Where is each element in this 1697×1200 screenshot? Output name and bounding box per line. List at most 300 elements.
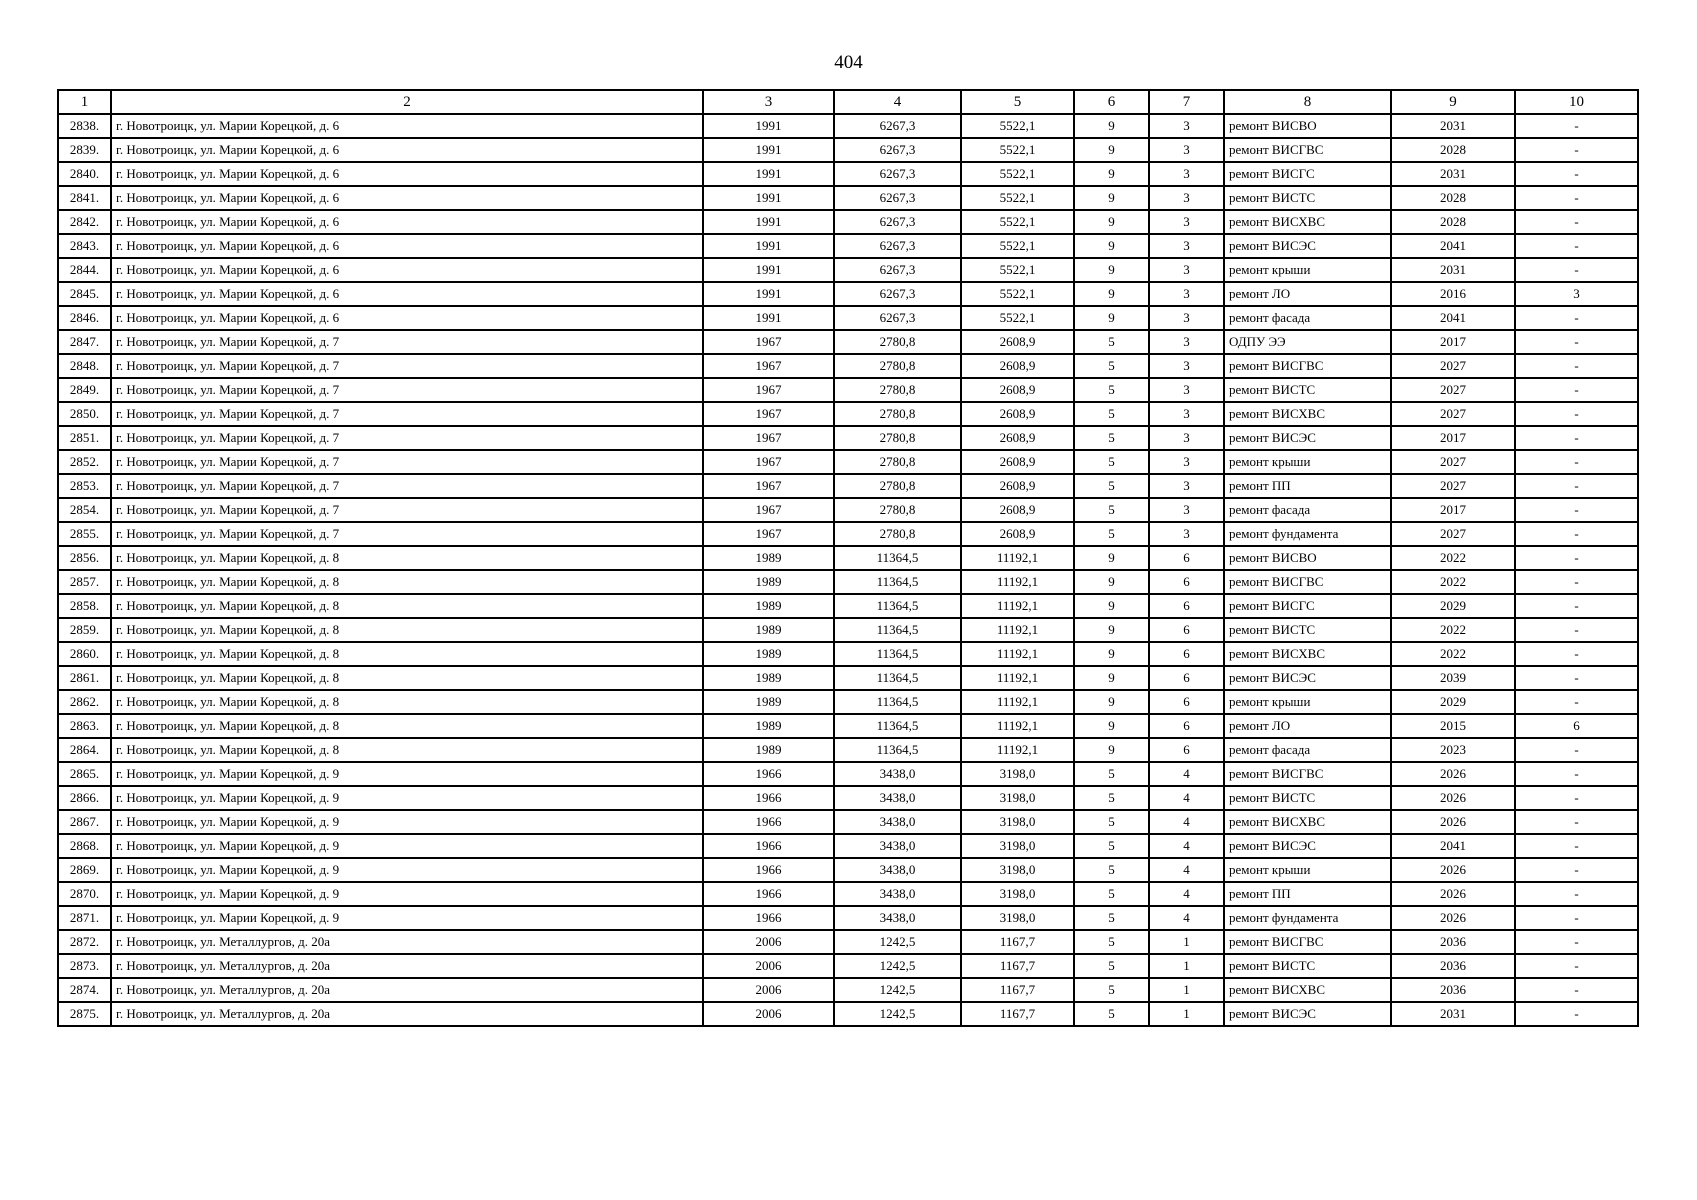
address-cell: г. Новотроицк, ул. Марии Корецкой, д. 9 xyxy=(111,786,703,810)
table-row xyxy=(58,690,1638,714)
plan-year-cell: 2022 xyxy=(1391,618,1515,642)
living-area-cell: 3198,0 xyxy=(961,906,1074,930)
year-cell: 1991 xyxy=(703,258,834,282)
year-cell: 1967 xyxy=(703,402,834,426)
plan-year-cell: 2022 xyxy=(1391,570,1515,594)
total-area-cell: 2780,8 xyxy=(834,354,961,378)
work-type-cell: ремонт ВИСЭС xyxy=(1224,234,1391,258)
elevators-cell: - xyxy=(1515,330,1638,354)
work-type-cell: ремонт ВИСТС xyxy=(1224,786,1391,810)
row-number-cell: 2856. xyxy=(58,546,111,570)
work-type-cell: ремонт ВИСГС xyxy=(1224,162,1391,186)
plan-year-cell: 2041 xyxy=(1391,834,1515,858)
entrances-cell: 3 xyxy=(1149,162,1224,186)
table-row xyxy=(58,402,1638,426)
floors-cell: 9 xyxy=(1074,690,1149,714)
address-cell: г. Новотроицк, ул. Марии Корецкой, д. 8 xyxy=(111,690,703,714)
elevators-cell: - xyxy=(1515,498,1638,522)
year-cell: 1966 xyxy=(703,762,834,786)
plan-year-cell: 2028 xyxy=(1391,186,1515,210)
work-type-cell: ремонт ВИСГВС xyxy=(1224,570,1391,594)
column-header: 5 xyxy=(961,90,1074,114)
table-row xyxy=(58,1002,1638,1026)
total-area-cell: 11364,5 xyxy=(834,594,961,618)
year-cell: 2006 xyxy=(703,954,834,978)
table-row xyxy=(58,858,1638,882)
elevators-cell: - xyxy=(1515,594,1638,618)
floors-cell: 9 xyxy=(1074,114,1149,138)
year-cell: 1991 xyxy=(703,162,834,186)
work-type-cell: ремонт ВИСЭС xyxy=(1224,666,1391,690)
row-number-cell: 2864. xyxy=(58,738,111,762)
table-row xyxy=(58,234,1638,258)
elevators-cell: - xyxy=(1515,762,1638,786)
entrances-cell: 4 xyxy=(1149,786,1224,810)
total-area-cell: 6267,3 xyxy=(834,234,961,258)
table-row xyxy=(58,906,1638,930)
work-type-cell: ремонт фасада xyxy=(1224,306,1391,330)
floors-cell: 5 xyxy=(1074,906,1149,930)
living-area-cell: 1167,7 xyxy=(961,978,1074,1002)
elevators-cell: - xyxy=(1515,906,1638,930)
row-number-cell: 2872. xyxy=(58,930,111,954)
work-type-cell: ремонт ВИСХВС xyxy=(1224,978,1391,1002)
work-type-cell: ремонт ЛО xyxy=(1224,282,1391,306)
row-number-cell: 2871. xyxy=(58,906,111,930)
table-row xyxy=(58,210,1638,234)
year-cell: 1991 xyxy=(703,282,834,306)
plan-year-cell: 2017 xyxy=(1391,426,1515,450)
entrances-cell: 1 xyxy=(1149,1002,1224,1026)
work-type-cell: ремонт ВИСЭС xyxy=(1224,1002,1391,1026)
table-row xyxy=(58,354,1638,378)
total-area-cell: 11364,5 xyxy=(834,666,961,690)
row-number-cell: 2844. xyxy=(58,258,111,282)
floors-cell: 5 xyxy=(1074,450,1149,474)
address-cell: г. Новотроицк, ул. Марии Корецкой, д. 6 xyxy=(111,138,703,162)
work-type-cell: ремонт крыши xyxy=(1224,690,1391,714)
plan-year-cell: 2026 xyxy=(1391,762,1515,786)
year-cell: 1966 xyxy=(703,810,834,834)
total-area-cell: 2780,8 xyxy=(834,450,961,474)
floors-cell: 9 xyxy=(1074,738,1149,762)
floors-cell: 9 xyxy=(1074,714,1149,738)
row-number-cell: 2853. xyxy=(58,474,111,498)
work-type-cell: ремонт ВИСГВС xyxy=(1224,354,1391,378)
plan-year-cell: 2026 xyxy=(1391,810,1515,834)
living-area-cell: 5522,1 xyxy=(961,306,1074,330)
row-number-cell: 2854. xyxy=(58,498,111,522)
floors-cell: 5 xyxy=(1074,330,1149,354)
total-area-cell: 2780,8 xyxy=(834,474,961,498)
floors-cell: 5 xyxy=(1074,810,1149,834)
row-number-cell: 2852. xyxy=(58,450,111,474)
total-area-cell: 2780,8 xyxy=(834,402,961,426)
address-cell: г. Новотроицк, ул. Металлургов, д. 20а xyxy=(111,930,703,954)
total-area-cell: 3438,0 xyxy=(834,882,961,906)
address-cell: г. Новотроицк, ул. Марии Корецкой, д. 8 xyxy=(111,618,703,642)
work-type-cell: ремонт ВИСВО xyxy=(1224,114,1391,138)
address-cell: г. Новотроицк, ул. Марии Корецкой, д. 7 xyxy=(111,402,703,426)
living-area-cell: 2608,9 xyxy=(961,474,1074,498)
floors-cell: 9 xyxy=(1074,546,1149,570)
living-area-cell: 2608,9 xyxy=(961,330,1074,354)
table-row xyxy=(58,330,1638,354)
floors-cell: 5 xyxy=(1074,882,1149,906)
living-area-cell: 2608,9 xyxy=(961,402,1074,426)
year-cell: 1989 xyxy=(703,546,834,570)
entrances-cell: 4 xyxy=(1149,906,1224,930)
row-number-cell: 2868. xyxy=(58,834,111,858)
address-cell: г. Новотроицк, ул. Марии Корецкой, д. 7 xyxy=(111,498,703,522)
total-area-cell: 11364,5 xyxy=(834,618,961,642)
work-type-cell: ремонт ВИСТС xyxy=(1224,378,1391,402)
plan-year-cell: 2026 xyxy=(1391,882,1515,906)
entrances-cell: 4 xyxy=(1149,762,1224,786)
total-area-cell: 3438,0 xyxy=(834,762,961,786)
floors-cell: 5 xyxy=(1074,954,1149,978)
table-row xyxy=(58,618,1638,642)
elevators-cell: - xyxy=(1515,570,1638,594)
total-area-cell: 2780,8 xyxy=(834,498,961,522)
address-cell: г. Новотроицк, ул. Металлургов, д. 20а xyxy=(111,1002,703,1026)
table-row xyxy=(58,738,1638,762)
floors-cell: 9 xyxy=(1074,258,1149,282)
address-cell: г. Новотроицк, ул. Марии Корецкой, д. 6 xyxy=(111,114,703,138)
plan-year-cell: 2026 xyxy=(1391,786,1515,810)
row-number-cell: 2848. xyxy=(58,354,111,378)
table-row xyxy=(58,426,1638,450)
entrances-cell: 3 xyxy=(1149,234,1224,258)
total-area-cell: 6267,3 xyxy=(834,282,961,306)
plan-year-cell: 2041 xyxy=(1391,234,1515,258)
entrances-cell: 1 xyxy=(1149,930,1224,954)
table-row xyxy=(58,306,1638,330)
entrances-cell: 3 xyxy=(1149,402,1224,426)
work-type-cell: ремонт фасада xyxy=(1224,498,1391,522)
table-row xyxy=(58,642,1638,666)
address-cell: г. Новотроицк, ул. Марии Корецкой, д. 6 xyxy=(111,258,703,282)
living-area-cell: 5522,1 xyxy=(961,162,1074,186)
work-type-cell: ОДПУ ЭЭ xyxy=(1224,330,1391,354)
plan-year-cell: 2023 xyxy=(1391,738,1515,762)
total-area-cell: 6267,3 xyxy=(834,210,961,234)
column-header: 3 xyxy=(703,90,834,114)
work-type-cell: ремонт ВИСГВС xyxy=(1224,138,1391,162)
living-area-cell: 5522,1 xyxy=(961,258,1074,282)
elevators-cell: 6 xyxy=(1515,714,1638,738)
entrances-cell: 3 xyxy=(1149,114,1224,138)
row-number-cell: 2847. xyxy=(58,330,111,354)
address-cell: г. Новотроицк, ул. Марии Корецкой, д. 6 xyxy=(111,282,703,306)
plan-year-cell: 2027 xyxy=(1391,474,1515,498)
plan-year-cell: 2029 xyxy=(1391,690,1515,714)
year-cell: 1989 xyxy=(703,666,834,690)
row-number-cell: 2870. xyxy=(58,882,111,906)
living-area-cell: 11192,1 xyxy=(961,738,1074,762)
living-area-cell: 11192,1 xyxy=(961,546,1074,570)
plan-year-cell: 2026 xyxy=(1391,906,1515,930)
living-area-cell: 3198,0 xyxy=(961,834,1074,858)
elevators-cell: - xyxy=(1515,378,1638,402)
floors-cell: 5 xyxy=(1074,762,1149,786)
row-number-cell: 2838. xyxy=(58,114,111,138)
work-type-cell: ремонт ВИСГВС xyxy=(1224,762,1391,786)
elevators-cell: - xyxy=(1515,162,1638,186)
year-cell: 1991 xyxy=(703,114,834,138)
entrances-cell: 4 xyxy=(1149,858,1224,882)
living-area-cell: 5522,1 xyxy=(961,210,1074,234)
address-cell: г. Новотроицк, ул. Марии Корецкой, д. 8 xyxy=(111,738,703,762)
total-area-cell: 11364,5 xyxy=(834,714,961,738)
entrances-cell: 3 xyxy=(1149,378,1224,402)
living-area-cell: 3198,0 xyxy=(961,858,1074,882)
column-header: 1 xyxy=(58,90,111,114)
entrances-cell: 3 xyxy=(1149,354,1224,378)
elevators-cell: - xyxy=(1515,738,1638,762)
row-number-cell: 2849. xyxy=(58,378,111,402)
living-area-cell: 3198,0 xyxy=(961,810,1074,834)
living-area-cell: 5522,1 xyxy=(961,138,1074,162)
plan-year-cell: 2027 xyxy=(1391,522,1515,546)
floors-cell: 5 xyxy=(1074,978,1149,1002)
row-number-cell: 2851. xyxy=(58,426,111,450)
table-row xyxy=(58,474,1638,498)
plan-year-cell: 2022 xyxy=(1391,546,1515,570)
row-number-cell: 2858. xyxy=(58,594,111,618)
table-row xyxy=(58,546,1638,570)
table-row xyxy=(58,522,1638,546)
entrances-cell: 3 xyxy=(1149,498,1224,522)
work-type-cell: ремонт фундамента xyxy=(1224,906,1391,930)
living-area-cell: 2608,9 xyxy=(961,522,1074,546)
plan-year-cell: 2028 xyxy=(1391,210,1515,234)
entrances-cell: 6 xyxy=(1149,666,1224,690)
work-type-cell: ремонт ВИСГВС xyxy=(1224,930,1391,954)
address-cell: г. Новотроицк, ул. Марии Корецкой, д. 9 xyxy=(111,834,703,858)
entrances-cell: 4 xyxy=(1149,810,1224,834)
elevators-cell: - xyxy=(1515,642,1638,666)
elevators-cell: - xyxy=(1515,786,1638,810)
row-number-cell: 2865. xyxy=(58,762,111,786)
year-cell: 1967 xyxy=(703,354,834,378)
column-header: 9 xyxy=(1391,90,1515,114)
floors-cell: 9 xyxy=(1074,282,1149,306)
year-cell: 1967 xyxy=(703,498,834,522)
floors-cell: 5 xyxy=(1074,786,1149,810)
year-cell: 1989 xyxy=(703,642,834,666)
work-type-cell: ремонт ВИСЭС xyxy=(1224,834,1391,858)
living-area-cell: 1167,7 xyxy=(961,1002,1074,1026)
work-type-cell: ремонт ПП xyxy=(1224,882,1391,906)
address-cell: г. Новотроицк, ул. Марии Корецкой, д. 8 xyxy=(111,570,703,594)
year-cell: 1989 xyxy=(703,594,834,618)
row-number-cell: 2850. xyxy=(58,402,111,426)
entrances-cell: 6 xyxy=(1149,642,1224,666)
year-cell: 2006 xyxy=(703,930,834,954)
total-area-cell: 2780,8 xyxy=(834,522,961,546)
elevators-cell: - xyxy=(1515,258,1638,282)
entrances-cell: 6 xyxy=(1149,738,1224,762)
entrances-cell: 3 xyxy=(1149,210,1224,234)
floors-cell: 9 xyxy=(1074,618,1149,642)
table-row xyxy=(58,258,1638,282)
plan-year-cell: 2022 xyxy=(1391,642,1515,666)
row-number-cell: 2875. xyxy=(58,1002,111,1026)
total-area-cell: 11364,5 xyxy=(834,642,961,666)
floors-cell: 5 xyxy=(1074,474,1149,498)
floors-cell: 9 xyxy=(1074,642,1149,666)
row-number-cell: 2867. xyxy=(58,810,111,834)
living-area-cell: 3198,0 xyxy=(961,786,1074,810)
entrances-cell: 6 xyxy=(1149,714,1224,738)
plan-year-cell: 2028 xyxy=(1391,138,1515,162)
entrances-cell: 3 xyxy=(1149,330,1224,354)
work-type-cell: ремонт ПП xyxy=(1224,474,1391,498)
column-header: 2 xyxy=(111,90,703,114)
elevators-cell: - xyxy=(1515,138,1638,162)
address-cell: г. Новотроицк, ул. Марии Корецкой, д. 9 xyxy=(111,810,703,834)
entrances-cell: 3 xyxy=(1149,258,1224,282)
row-number-cell: 2857. xyxy=(58,570,111,594)
table-row xyxy=(58,378,1638,402)
plan-year-cell: 2036 xyxy=(1391,978,1515,1002)
living-area-cell: 3198,0 xyxy=(961,882,1074,906)
plan-year-cell: 2017 xyxy=(1391,330,1515,354)
row-number-cell: 2839. xyxy=(58,138,111,162)
elevators-cell: - xyxy=(1515,810,1638,834)
address-cell: г. Новотроицк, ул. Марии Корецкой, д. 7 xyxy=(111,378,703,402)
work-type-cell: ремонт ВИСГС xyxy=(1224,594,1391,618)
address-cell: г. Новотроицк, ул. Марии Корецкой, д. 8 xyxy=(111,546,703,570)
address-cell: г. Новотроицк, ул. Марии Корецкой, д. 7 xyxy=(111,426,703,450)
work-type-cell: ремонт крыши xyxy=(1224,450,1391,474)
total-area-cell: 2780,8 xyxy=(834,378,961,402)
elevators-cell: - xyxy=(1515,186,1638,210)
floors-cell: 5 xyxy=(1074,378,1149,402)
elevators-cell: - xyxy=(1515,234,1638,258)
total-area-cell: 1242,5 xyxy=(834,978,961,1002)
elevators-cell: - xyxy=(1515,882,1638,906)
table-row xyxy=(58,882,1638,906)
elevators-cell: - xyxy=(1515,522,1638,546)
work-type-cell: ремонт крыши xyxy=(1224,258,1391,282)
address-cell: г. Новотроицк, ул. Марии Корецкой, д. 6 xyxy=(111,306,703,330)
total-area-cell: 1242,5 xyxy=(834,954,961,978)
plan-year-cell: 2031 xyxy=(1391,114,1515,138)
total-area-cell: 11364,5 xyxy=(834,738,961,762)
table-row xyxy=(58,498,1638,522)
living-area-cell: 1167,7 xyxy=(961,930,1074,954)
year-cell: 1991 xyxy=(703,234,834,258)
elevators-cell: - xyxy=(1515,450,1638,474)
entrances-cell: 3 xyxy=(1149,186,1224,210)
entrances-cell: 4 xyxy=(1149,882,1224,906)
address-cell: г. Новотроицк, ул. Марии Корецкой, д. 6 xyxy=(111,210,703,234)
year-cell: 1991 xyxy=(703,210,834,234)
elevators-cell: - xyxy=(1515,978,1638,1002)
living-area-cell: 11192,1 xyxy=(961,594,1074,618)
row-number-cell: 2842. xyxy=(58,210,111,234)
year-cell: 1966 xyxy=(703,906,834,930)
work-type-cell: ремонт крыши xyxy=(1224,858,1391,882)
address-cell: г. Новотроицк, ул. Марии Корецкой, д. 9 xyxy=(111,858,703,882)
plan-year-cell: 2027 xyxy=(1391,402,1515,426)
entrances-cell: 3 xyxy=(1149,306,1224,330)
row-number-cell: 2863. xyxy=(58,714,111,738)
total-area-cell: 6267,3 xyxy=(834,114,961,138)
work-type-cell: ремонт ВИСХВС xyxy=(1224,402,1391,426)
year-cell: 2006 xyxy=(703,978,834,1002)
entrances-cell: 6 xyxy=(1149,570,1224,594)
address-cell: г. Новотроицк, ул. Марии Корецкой, д. 7 xyxy=(111,522,703,546)
header-row xyxy=(58,90,1638,114)
work-type-cell: ремонт ЛО xyxy=(1224,714,1391,738)
entrances-cell: 3 xyxy=(1149,282,1224,306)
plan-year-cell: 2015 xyxy=(1391,714,1515,738)
page-number: 404 xyxy=(834,52,863,73)
elevators-cell: - xyxy=(1515,858,1638,882)
repair-schedule-table xyxy=(57,89,1639,1027)
entrances-cell: 3 xyxy=(1149,138,1224,162)
plan-year-cell: 2031 xyxy=(1391,258,1515,282)
address-cell: г. Новотроицк, ул. Марии Корецкой, д. 8 xyxy=(111,714,703,738)
living-area-cell: 2608,9 xyxy=(961,426,1074,450)
table-row xyxy=(58,186,1638,210)
year-cell: 1967 xyxy=(703,426,834,450)
total-area-cell: 11364,5 xyxy=(834,570,961,594)
living-area-cell: 2608,9 xyxy=(961,354,1074,378)
row-number-cell: 2866. xyxy=(58,786,111,810)
year-cell: 1989 xyxy=(703,570,834,594)
plan-year-cell: 2029 xyxy=(1391,594,1515,618)
plan-year-cell: 2041 xyxy=(1391,306,1515,330)
row-number-cell: 2855. xyxy=(58,522,111,546)
year-cell: 1991 xyxy=(703,306,834,330)
elevators-cell: - xyxy=(1515,954,1638,978)
row-number-cell: 2843. xyxy=(58,234,111,258)
entrances-cell: 3 xyxy=(1149,450,1224,474)
row-number-cell: 2860. xyxy=(58,642,111,666)
column-header: 8 xyxy=(1224,90,1391,114)
table-row xyxy=(58,978,1638,1002)
table-row xyxy=(58,930,1638,954)
row-number-cell: 2869. xyxy=(58,858,111,882)
entrances-cell: 3 xyxy=(1149,426,1224,450)
year-cell: 2006 xyxy=(703,1002,834,1026)
elevators-cell: - xyxy=(1515,426,1638,450)
entrances-cell: 3 xyxy=(1149,522,1224,546)
plan-year-cell: 2036 xyxy=(1391,930,1515,954)
address-cell: г. Новотроицк, ул. Марии Корецкой, д. 7 xyxy=(111,354,703,378)
living-area-cell: 2608,9 xyxy=(961,498,1074,522)
elevators-cell: - xyxy=(1515,474,1638,498)
plan-year-cell: 2016 xyxy=(1391,282,1515,306)
total-area-cell: 2780,8 xyxy=(834,330,961,354)
floors-cell: 5 xyxy=(1074,354,1149,378)
floors-cell: 5 xyxy=(1074,930,1149,954)
elevators-cell: - xyxy=(1515,114,1638,138)
total-area-cell: 6267,3 xyxy=(834,186,961,210)
living-area-cell: 11192,1 xyxy=(961,618,1074,642)
elevators-cell: - xyxy=(1515,618,1638,642)
elevators-cell: - xyxy=(1515,690,1638,714)
total-area-cell: 3438,0 xyxy=(834,810,961,834)
table-row xyxy=(58,138,1638,162)
living-area-cell: 5522,1 xyxy=(961,234,1074,258)
plan-year-cell: 2017 xyxy=(1391,498,1515,522)
table-row xyxy=(58,714,1638,738)
